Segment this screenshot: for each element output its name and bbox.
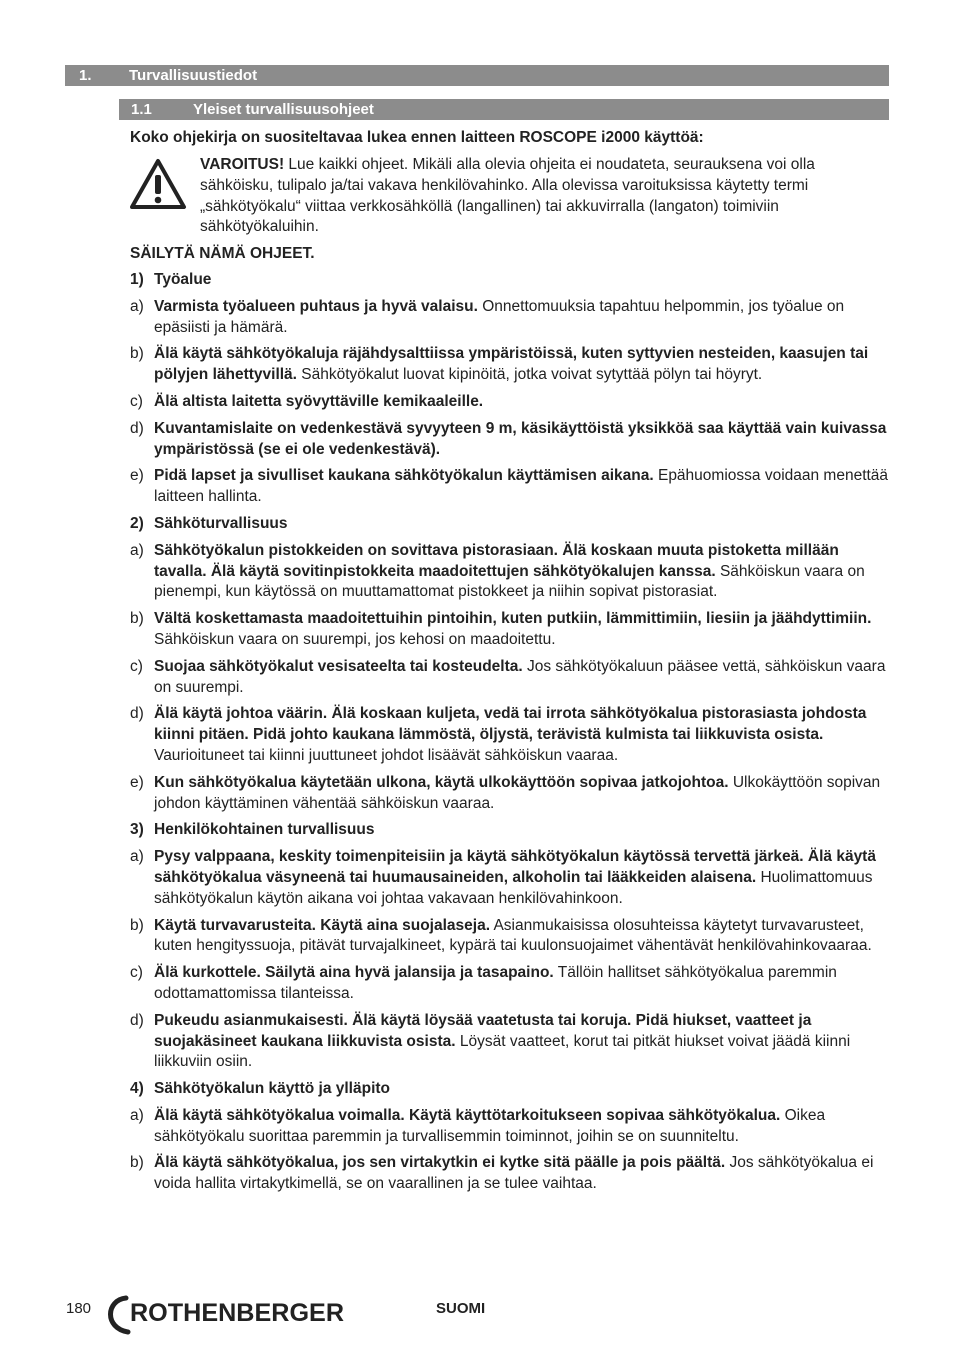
warning-triangle-icon xyxy=(129,158,187,210)
list-item xyxy=(130,541,890,603)
list-item-bold-text: Kun sähkötyökalua käytetään ulkona, käytä ulkokäyttöön sopivaa jatkojohtoa. xyxy=(154,773,729,791)
section-title: Turvallisuustiedot xyxy=(129,67,258,84)
list-item xyxy=(130,1011,890,1073)
list-item xyxy=(130,297,890,339)
list-item-text: Löysät vaatteet, korut tai pitkät hiukset voivat jäädä kiinni liikkuviin osiin. xyxy=(154,1032,851,1071)
list-item-bold-text: Pysy valppaana, keskity toimenpiteisiin ja käytä sähkötyökalun käytössä tervettä järkeä. Älä käytä sähkötyökalua väsyneenä tai huumausaineiden, alkoholin tai lääkkeiden alaisena. xyxy=(154,848,876,886)
list-item xyxy=(130,1153,890,1195)
list-item-content xyxy=(154,609,890,651)
list-item-text: Vaurioituneet tai kiinni juuttuneet johdot lisäävät sähköiskun vaaraa. xyxy=(154,746,619,764)
list-item-bold-text: Älä käytä sähkötyökalua, jos sen virtakytkin ei kytke sitä päälle ja pois päältä. xyxy=(154,1154,726,1172)
section-heading-title: Henkilökohtainen turvallisuus xyxy=(154,821,375,839)
list-item-letter: b) xyxy=(130,916,144,934)
subsection-number: 1.1 xyxy=(131,101,152,118)
list-item-content xyxy=(154,916,890,958)
list-item xyxy=(130,704,890,766)
list-item xyxy=(130,773,890,815)
list-item-letter: d) xyxy=(130,419,144,437)
list-item-letter: c) xyxy=(130,657,143,675)
list-item-text: Epähuomiossa voidaan menettää laitteen hallinta. xyxy=(154,467,889,506)
section-heading xyxy=(130,514,890,535)
list-item-content xyxy=(154,773,890,815)
section-heading xyxy=(130,1079,890,1100)
list-item-content xyxy=(154,297,890,339)
list-item-text: Jos sähkötyökalua ei voida hallita virtakytkimellä, se on vaarallinen ja se tulee vaihtaa. xyxy=(154,1154,874,1193)
list-item-text: Asianmukaisissa olosuhteissa käytetyt turvavarusteet, kuten hengityssuoja, pitävät turvajalkineet, kypärä tai kuulonsuojaimet vähentävät henkilövahinkovaaraa. xyxy=(154,916,872,955)
list-item-bold-text: Älä käytä sähkötyökalua voimalla. Käytä käyttötarkoitukseen sopivaa sähkötyökalua. xyxy=(154,1106,781,1124)
list-item-bold-text: Varmista työalueen puhtaus ja hyvä valaisu. xyxy=(154,297,478,315)
list-item-letter: b) xyxy=(130,1154,144,1172)
list-item xyxy=(130,609,890,651)
list-item xyxy=(130,419,890,461)
page-number: 180 xyxy=(66,1300,92,1317)
intro-text: Koko ohjekirja on suositeltavaa lukea ennen laitteen ROSCOPE i2000 käyttöä: xyxy=(130,129,704,146)
list-item-text: Huolimattomuus sähkötyökalun käytön aikana voi johtaa vakavaan henkilövahinkoon. xyxy=(154,868,873,907)
list-item-text: Sähköiskun vaara on suurempi, jos kehosi on maadoitettu. xyxy=(154,630,556,648)
list-item-bold-text: Kuvantamislaite on vedenkestävä syvyyteen 9 m, käsikäyttöistä yksikköä saa käyttää vain kuivassa ympäristössä (se ei ole vedenkestävä). xyxy=(154,419,887,458)
section-number: 1. xyxy=(79,67,92,84)
list-item-content xyxy=(154,963,890,1005)
section-heading-number: 2) xyxy=(130,514,144,532)
list-item xyxy=(130,1106,890,1148)
subsection-header-1-1 xyxy=(119,99,889,120)
list-item-bold-text: Vältä koskettamasta maadoitettuihin pintoihin, kuten putkiin, lämmittimiin, liesiin ja jäähdyttimiin. xyxy=(154,610,872,628)
list-item-bold-text: Älä kurkottele. Säilytä aina hyvä jalansija ja tasapaino. xyxy=(154,964,554,982)
list-item-letter: b) xyxy=(130,610,144,628)
section-heading-number: 4) xyxy=(130,1080,144,1098)
list-item xyxy=(130,657,890,699)
list-item-content xyxy=(154,466,890,508)
list-item-bold-text: Älä käytä sähkötyökaluja räjähdysalttiissa ympäristöissä, kuten syttyvien nesteiden, kaasujen tai pölyjen lähettyvillä. xyxy=(154,345,869,384)
list-item-text: Sähköiskun vaara on pienempi, kun käytössä on muuttamattomat pistokkeet ja niihin sopivat pistorasiat. xyxy=(154,562,865,601)
language-label: SUOMI xyxy=(436,1300,486,1317)
list-item-letter: d) xyxy=(130,705,144,723)
list-item-letter: a) xyxy=(130,541,144,559)
list-item-letter: c) xyxy=(130,392,143,410)
list-item-text: Jos sähkötyökaluun pääsee vettä, sähköiskun vaara on suurempi. xyxy=(154,657,886,696)
list-item-letter: a) xyxy=(130,848,144,866)
list-item-bold-text: Käytä turvavarusteita. Käytä aina suojalaseja. xyxy=(154,916,490,934)
list-item-letter: a) xyxy=(130,297,144,315)
list-item-content xyxy=(154,392,890,413)
keep-instructions: SÄILYTÄ NÄMÄ OHJEET. xyxy=(130,245,315,262)
section-heading xyxy=(130,820,890,841)
list-item-bold-text: Älä käytä johtoa väärin. Älä koskaan kuljeta, vedä tai irrota sähkötyökalua pistorasiasta johdosta kiinni pitäen. Pidä johto kaukana lämmöstä, öljystä, terävistä kulmista tai liikkuvista osista. xyxy=(154,705,867,744)
instructions-body xyxy=(130,270,890,1201)
section-heading-title: Sähkötyökalun käyttö ja ylläpito xyxy=(154,1080,391,1098)
list-item-letter: d) xyxy=(130,1011,144,1029)
list-item xyxy=(130,466,890,508)
list-item-text: Oikea sähkötyökalu suorittaa paremmin ja turvallisemmin toiminnot, joihin se on suunniteltu. xyxy=(154,1106,826,1145)
list-item-text: Onnettomuuksia tapahtuu helpommin, jos työalue on epäsiisti ja hämärä. xyxy=(154,297,845,336)
list-item-bold-text: Pukeudu asianmukaisesti. Älä käytä löysää vaatetusta tai koruja. Pidä hiukset, vaatteet ja suojakäsineet kaukana liikkuvista osista. xyxy=(154,1011,812,1050)
section-heading-title: Sähköturvallisuus xyxy=(154,514,288,532)
section-header-1 xyxy=(65,65,889,86)
list-item-letter: e) xyxy=(130,773,144,791)
warning-label: VAROITUS! xyxy=(200,156,285,173)
list-item-content xyxy=(154,1153,890,1195)
list-item-text: Ulkokäyttöön sopivan johdon käyttäminen vähentää sähköiskun vaaraa. xyxy=(154,773,881,812)
list-item xyxy=(130,916,890,958)
list-item-bold-text: Pidä lapset ja sivulliset kaukana sähkötyökalun käyttämisen aikana. xyxy=(154,467,654,485)
warning-body: Lue kaikki ohjeet. Mikäli alla olevia ohjeita ei noudateta, seurauksena voi olla sähköisku, tulipalo ja/tai vakava henkilövahinko. Alla olevissa varoituksissa käytetty termi „sähkötyökalu“ viittaa verkkosähköllä (langallinen) tai akkuvirralla (langaton) toimiviin sähkötyökaluihin. xyxy=(200,156,815,236)
list-item xyxy=(130,344,890,386)
list-item-letter: e) xyxy=(130,467,144,485)
section-heading-title: Työalue xyxy=(154,271,212,288)
logo-text: ROTHENBERGER xyxy=(130,1299,344,1327)
list-item-bold-text: Älä altista laitetta syövyttäville kemikaaleille. xyxy=(154,392,484,410)
list-item-content xyxy=(154,419,890,461)
list-item-letter: c) xyxy=(130,964,143,982)
list-item-text: Sähkötyökalut luovat kipinöitä, jotka voivat sytyttää pölyn tai höyryt. xyxy=(297,366,763,384)
list-item-bold-text: Suojaa sähkötyökalut vesisateelta tai kosteudelta. xyxy=(154,657,523,675)
list-item-content xyxy=(154,541,890,603)
rothenberger-logo xyxy=(100,1290,350,1336)
list-item-content xyxy=(154,1011,890,1073)
list-item xyxy=(130,847,890,909)
warning-text xyxy=(200,155,890,238)
list-item-text: Tällöin hallitset sähkötyökalua paremmin odottamattomissa tilanteissa. xyxy=(154,964,837,1002)
list-item xyxy=(130,392,890,413)
list-item-letter: a) xyxy=(130,1106,144,1124)
section-heading-number: 3) xyxy=(130,821,144,839)
list-item-content xyxy=(154,704,890,766)
list-item-content xyxy=(154,1106,890,1148)
list-item-content xyxy=(154,344,890,386)
list-item-letter: b) xyxy=(130,345,144,363)
list-item-content xyxy=(154,847,890,909)
subsection-title: Yleiset turvallisuusohjeet xyxy=(193,101,374,118)
list-item-content xyxy=(154,657,890,699)
section-heading-number: 1) xyxy=(130,271,144,288)
list-item xyxy=(130,963,890,1005)
section-heading xyxy=(130,270,890,291)
list-item-bold-text: Sähkötyökalun pistokkeiden on sovittava pistorasiaan. Älä koskaan muuta pistoketta millään tavalla. Älä käytä sovitinpistokkeita maadoitettujen sähkötyökalujen kanssa. xyxy=(154,541,839,580)
